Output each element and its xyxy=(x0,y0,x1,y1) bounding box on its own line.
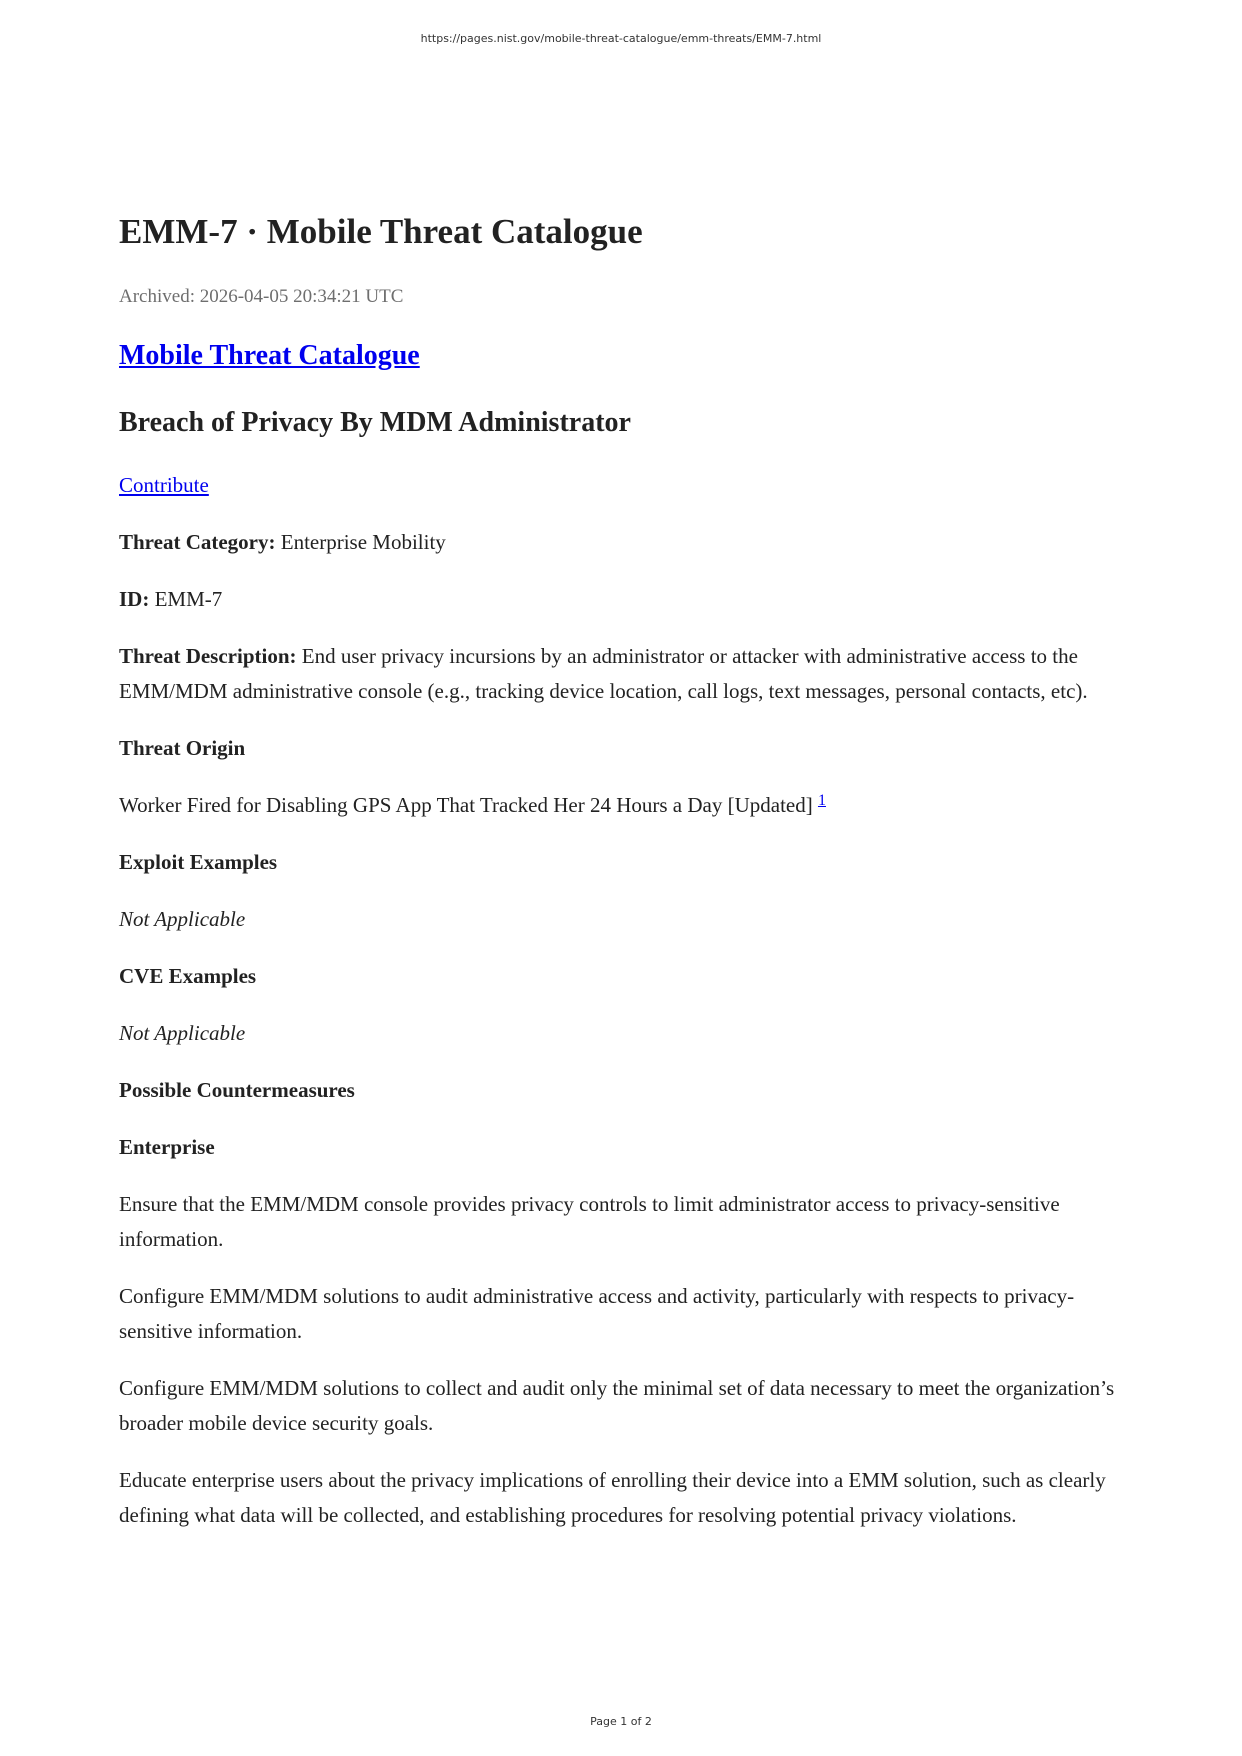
threat-description-value: End user privacy incursions by an administrator or attacker with administrative access to the EMM/MDM administrative console (e.g., tracking device location, call logs, text messages, personal contacts, etc). xyxy=(119,644,1088,703)
catalogue-home-link[interactable]: Mobile Threat Catalogue xyxy=(119,340,420,371)
countermeasure-item: Configure EMM/MDM solutions to collect and audit only the minimal set of data necessary to meet the organization’s broader mobile device security goals. xyxy=(119,1376,1115,1435)
threat-origin-source: Worker Fired for Disabling GPS App That Tracked Her 24 Hours a Day [Updated] xyxy=(119,793,818,817)
countermeasures-heading: Possible Countermeasures xyxy=(119,1078,355,1102)
cve-examples-heading: CVE Examples xyxy=(119,964,257,988)
print-header-url: https://pages.nist.gov/mobile-threat-catalogue/emm-threats/EMM-7.html xyxy=(420,32,822,45)
threat-description xyxy=(119,639,1129,709)
document-content xyxy=(119,210,1129,1533)
threat-origin-heading: Threat Origin xyxy=(119,736,246,760)
threat-id xyxy=(119,582,1129,617)
countermeasure-item: Configure EMM/MDM solutions to audit administrative access and activity, particularly with respects to privacy-sensitive information. xyxy=(119,1284,1075,1343)
cve-examples-value: Not Applicable xyxy=(119,1021,246,1045)
countermeasure-item: Educate enterprise users about the privacy implications of enrolling their device into a EMM solution, such as clearly defining what data will be collected, and establishing procedures for resolving potential privacy violations. xyxy=(119,1468,1106,1527)
threat-category-label: Threat Category: xyxy=(119,530,276,554)
archived-timestamp: Archived: 2026-04-05 20:34:21 UTC xyxy=(119,286,404,307)
countermeasures-enterprise-heading: Enterprise xyxy=(119,1135,215,1159)
threat-category xyxy=(119,525,1129,560)
threat-title: Breach of Privacy By MDM Administrator xyxy=(119,407,631,438)
exploit-examples-heading: Exploit Examples xyxy=(119,850,278,874)
countermeasure-item: Ensure that the EMM/MDM console provides privacy controls to limit administrator access to privacy-sensitive information. xyxy=(119,1192,1060,1251)
threat-origin-text xyxy=(119,788,1129,823)
print-footer-page-number: Page 1 of 2 xyxy=(590,1715,652,1728)
page-title: EMM-7 · Mobile Threat Catalogue xyxy=(119,212,643,251)
threat-id-label: ID: xyxy=(119,587,150,611)
reference-link-1[interactable]: 1 xyxy=(817,792,826,809)
contribute-link[interactable]: Contribute xyxy=(119,473,209,497)
threat-category-value: Enterprise Mobility xyxy=(275,530,446,554)
threat-id-value: EMM-7 xyxy=(149,587,223,611)
exploit-examples-value: Not Applicable xyxy=(119,907,246,931)
threat-description-label: Threat Description: xyxy=(119,644,297,668)
